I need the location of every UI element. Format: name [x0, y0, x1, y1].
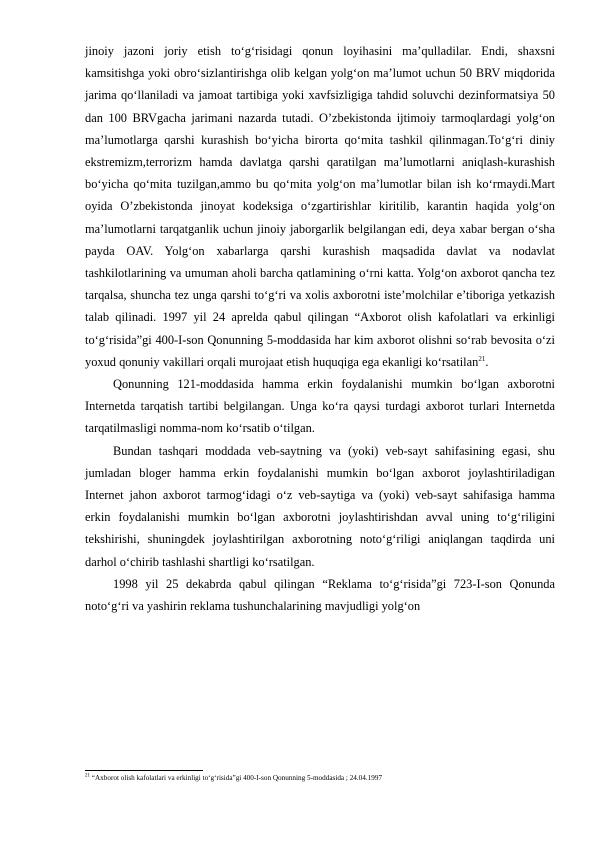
paragraph-3: Bundan tashqari moddada veb-saytning va (yoki) veb-sayt sahifasining egasi, shu jumladan bloger hamma erkin foydalanishi mumkin bo‘lgan axborot joylashtiriladigan Internet jahon axborot tarmog‘idagi o‘z veb-saytiga va (yoki) veb-sayt sahifasiga hamma erkin foydalanishi mumkin bo‘lgan axborotni joylashtirishdan avval uning to‘g‘riligini tekshirishi, shuningdek joylashtirilgan axborotning noto‘g‘riligi aniqlangan taqdirda uni darhol o‘chirib tashlashi shartligi ko‘rsatilgan.	[85, 443, 555, 569]
footnote-text: “Axborot olish kafolatlari va erkinligi to‘g‘risida”gi 400-I-son Qonunning 5-moddasida ; 24.04.1997	[90, 774, 383, 782]
paragraph-1-tail: .	[485, 354, 489, 369]
document-body	[85, 40, 555, 617]
footnote	[85, 773, 382, 783]
paragraph-2: Qonunning 121-moddasida hamma erkin foydalanishi mumkin bo‘lgan axborotni Internetda tarqatish tartibi belgilangan. Unga ko‘ra qaysi turdagi axborot turlari Internetda tarqatilmasligi nomma-nom ko‘rsatib o‘tilgan.	[85, 377, 555, 436]
paragraph-1-text: jinoiy jazoni joriy etish to‘g‘risidagi qonun loyihasini ma’qulladilar. Endi, shaxsni kamsitishga yoki obro‘sizlantirishga olib kelgan yolg‘on ma’lumot uchun 50 BRV miqdorida jarima qo‘llaniladi va jamoat tartibiga yoki xavfsizligiga tahdid soluvchi dezinformatsiya 50 dan 100 BRVgacha jarimani nazarda tutadi. O’zbekistonda ijtimoiy tarmoqlardagi yolg‘on ma’lumotlarga qarshi kurashish bo‘yicha birorta qo‘mita tashkil qilinmagan.To‘g‘ri diniy ekstremizm,terrorizm hamda davlatga qarshi qaratilgan ma’lumotlarni aniqlash-kurashish bo‘yicha qo‘mita tuzilgan,ammo bu qo‘mita yolg‘on ma’lumotlar bilan ish ko‘rmaydi.Mart oyida O’zbekistonda jinoyat kodeksiga o‘zgartirishlar kiritilib, karantin haqida yolg‘on ma’lumotlarni tarqatganlik uchun jinoiy jaborgarlik belgilangan edi, deya xabar bergan o‘sha payda OAV. Yolg‘on xabarlarga qarshi kurashish maqsadida davlat va nodavlat tashkilotlarining va umuman aholi barcha qatlamining o‘rni katta. Yolg‘on axborot qancha tez tarqalsa, shuncha tez unga qarshi to‘g‘ri va xolis axborotni iste’molchilar e’tiboriga yetkazish talab qilinadi. 1997 yil 24 aprelda qabul qilingan “Axborot olish kafolatlari va erkinligi to‘g‘risida”gi 400-I-son Qonunning 5-moddasida har kim axborot olishni so‘rab bevosita o‘zi yoxud qonuniy vakillari orqali murojaat etish huquqiga ega ekanligi ko‘rsatilan	[85, 44, 555, 369]
footnote-number: 21	[85, 773, 90, 779]
footnote-divider	[85, 770, 203, 771]
paragraph-1	[85, 40, 555, 373]
footnote-reference: 21	[478, 354, 486, 363]
paragraph-4: 1998 yil 25 dekabrda qabul qilingan “Reklama to‘g‘risida”gi 723-I-son Qonunda noto‘g‘ri va yashirin reklama tushunchalarining mavjudligi yolg‘on	[85, 576, 555, 614]
